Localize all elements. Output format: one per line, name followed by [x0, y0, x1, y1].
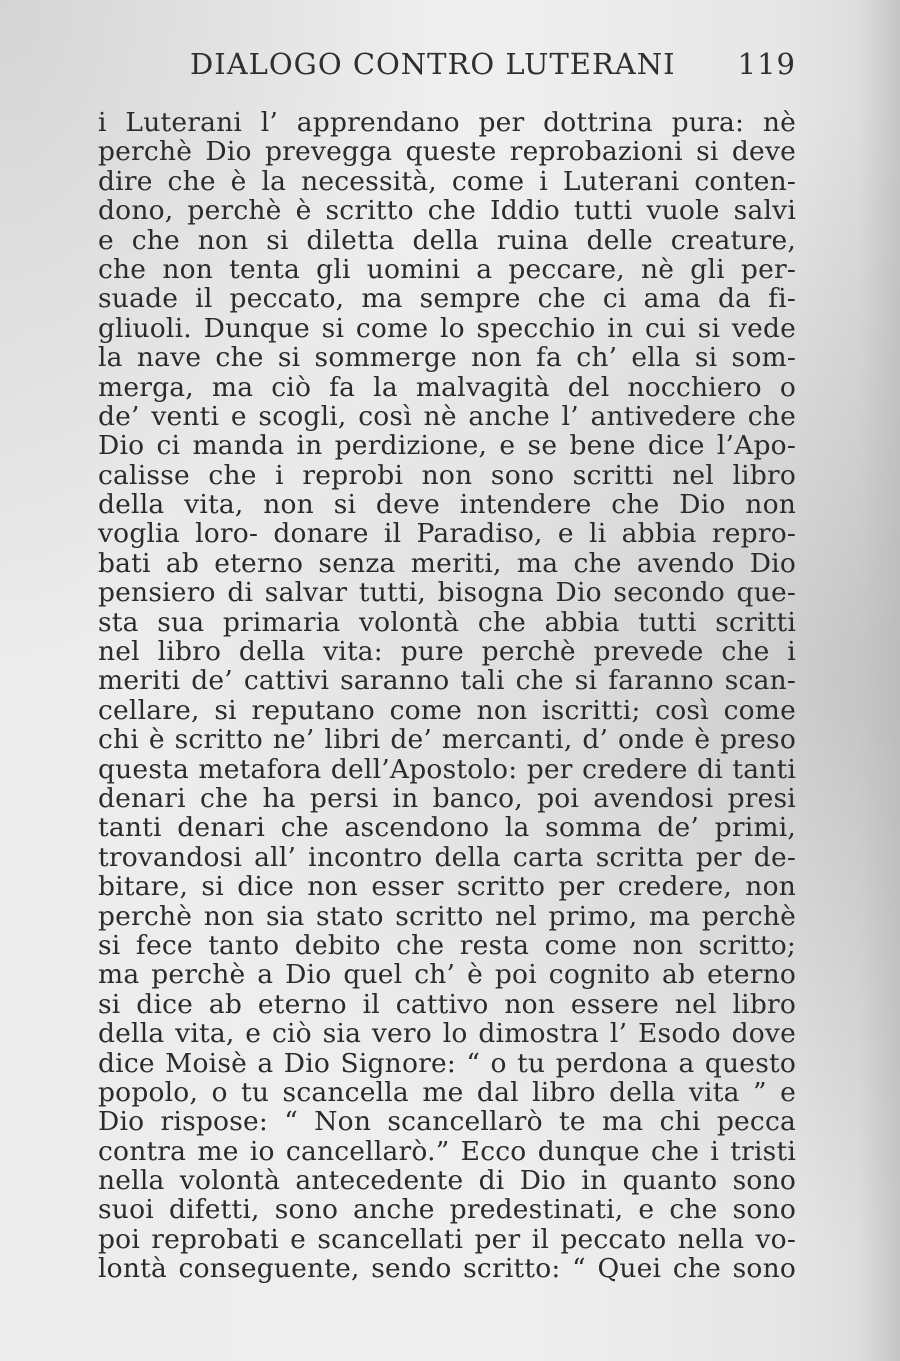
text-line: ma perchè a Dio quel ch’ è poi cognito ab eterno	[98, 959, 796, 991]
text-line: voglia loro- donare il Paradiso, e li abbia repro-	[98, 518, 796, 550]
text-line: poi reprobati e scancellati per il peccato nella vo-	[98, 1223, 796, 1255]
text-line: si dice ab eterno il cattivo non essere nel libro	[98, 988, 796, 1020]
text-line: si fece tanto debito che resta come non scritto;	[98, 929, 796, 961]
text-line: che non tenta gli uomini a peccare, nè gli per-	[98, 253, 796, 285]
page-edge-shadow	[860, 0, 900, 1361]
text-line: Dio ci manda in perdizione, e se bene dice l’Apo-	[98, 430, 796, 462]
text-line: Dio rispose: “ Non scancellarò te ma chi pecca	[98, 1106, 796, 1138]
text-line: nella volontà antecedente di Dio in quanto sono	[98, 1165, 796, 1197]
text-line: suoi difetti, sono anche predestinati, e che sono	[98, 1194, 796, 1226]
text-line: perchè Dio prevegga queste reprobazioni si deve	[98, 136, 796, 168]
text-line: merga, ma ciò fa la malvagità del nocchiero o	[98, 371, 796, 403]
running-header	[190, 47, 796, 87]
text-line: i Luterani l’ apprendano per dottrina pura: nè	[98, 107, 796, 138]
text-line: lontà conseguente, sendo scritto: “ Quei che sono	[98, 1253, 796, 1285]
text-line: calisse che i reprobi non sono scritti nel libro	[98, 459, 796, 491]
text-line: questa metafora dell’Apostolo: per credere di tanti	[98, 753, 796, 785]
text-line: sta sua primaria volontà che abbia tutti scritti	[98, 606, 796, 638]
text-line: dono, perchè è scritto che Iddio tutti vuole salvi	[98, 195, 796, 227]
text-line: chi è scritto ne’ libri de’ mercanti, d’ onde è preso	[98, 724, 796, 756]
text-line: popolo, o tu scancella me dal libro della vita ” e	[98, 1076, 796, 1108]
text-line: nel libro della vita: pure perchè prevede che i	[98, 636, 796, 668]
text-line: della vita, non si deve intendere che Dio non	[98, 489, 796, 521]
text-line: dire che è la necessità, come i Luterani conten-	[98, 165, 796, 197]
text-line: pensiero di salvar tutti, bisogna Dio secondo que-	[98, 577, 796, 609]
running-title: DIALOGO CONTRO LUTERANI	[190, 47, 676, 81]
text-line: perchè non sia stato scritto nel primo, ma perchè	[98, 900, 796, 932]
text-line: dice Moisè a Dio Signore: “ o tu perdona a questo	[98, 1047, 796, 1079]
text-line: denari che ha persi in banco, poi avendosi presi	[98, 782, 796, 814]
text-line: gliuoli. Dunque si come lo specchio in cui si vede	[98, 312, 796, 344]
text-line: suade il peccato, ma sempre che ci ama da fi-	[98, 283, 796, 315]
text-line: trovandosi all’ incontro della carta scritta per de-	[98, 841, 796, 873]
text-line: meriti de’ cattivi saranno tali che si faranno scan-	[98, 665, 796, 697]
text-line: bitare, si dice non esser scritto per credere, non	[98, 871, 796, 903]
text-line: tanti denari che ascendono la somma de’ primi,	[98, 812, 796, 844]
text-line: la nave che si sommerge non fa ch’ ella si som-	[98, 342, 796, 374]
text-line: e che non si diletta della ruina delle creature,	[98, 224, 796, 256]
text-line: bati ab eterno senza meriti, ma che avendo Dio	[98, 547, 796, 579]
text-line: de’ venti e scogli, così nè anche l’ antivedere che	[98, 400, 796, 432]
page-number: 119	[737, 47, 796, 81]
text-line: della vita, e ciò sia vero lo dimostra l’ Esodo dove	[98, 1018, 796, 1050]
body-text	[98, 108, 796, 1284]
text-line: cellare, si reputano come non iscritti; così come	[98, 694, 796, 726]
text-line: contra me io cancellarò.” Ecco dunque che i tristi	[98, 1135, 796, 1167]
